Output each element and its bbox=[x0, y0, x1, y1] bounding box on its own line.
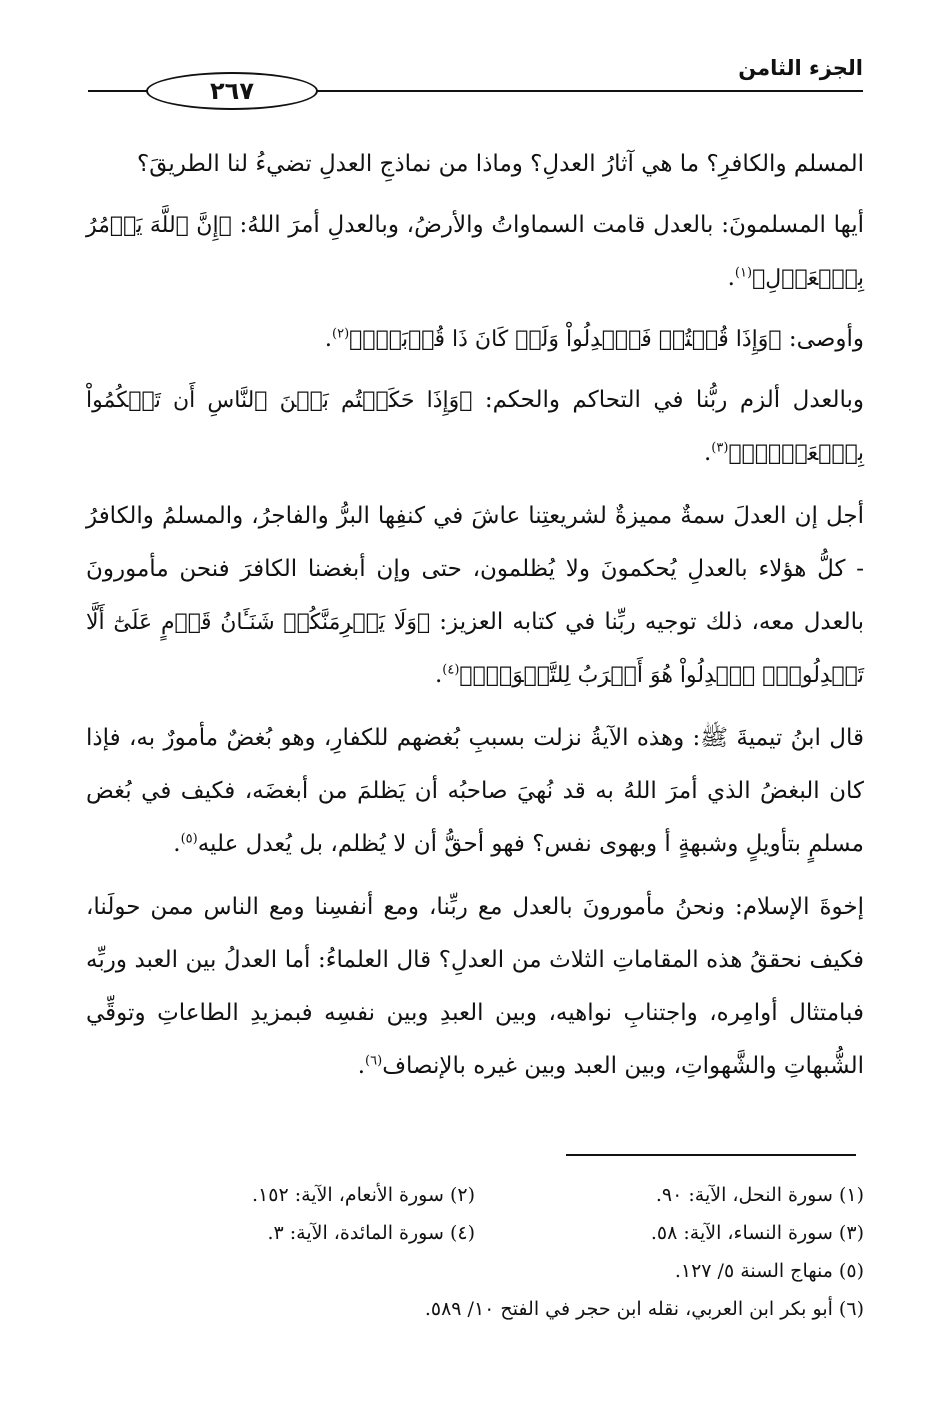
paragraph-4: وبالعدل ألزم ربُّنا في التحاكم والحكم: ﴿وَإِذَا حَكَمۡتُم بَيۡنَ ٱلنَّاسِ أَن تَحۡكُمُواْ بِٱلۡعَدۡلِۚ﴾$^{(٣)}$. bbox=[86, 387, 865, 466]
quran-verse: ﴿وَإِذَا حَكَمۡتُم بَيۡنَ ٱلنَّاسِ أَن تَحۡكُمُواْ بِٱلۡعَدۡلِۚ﴾ bbox=[86, 388, 864, 466]
footnote-2: (٢) سورة الأنعام، الآية: ١٥٢. bbox=[252, 1184, 475, 1206]
page-header bbox=[88, 52, 863, 112]
footnotes bbox=[86, 1176, 864, 1328]
footnote-6: (٦) أبو بكر ابن العربي، نقله ابن حجر في الفتح ١٠/ ٥٨٩. bbox=[424, 1298, 864, 1320]
footnote-4: (٤) سورة المائدة، الآية: ٣. bbox=[267, 1222, 475, 1244]
footnote-5: (٥) منهاج السنة ٥/ ١٢٧. bbox=[674, 1260, 864, 1282]
footnote-3: (٣) سورة النساء، الآية: ٥٨. bbox=[650, 1222, 864, 1244]
paragraph-7: إخوةَ الإسلام: ونحنُ مأمورونَ بالعدل مع ربِّنا، ومع أنفسِنا ومع الناس ممن حولَنا، فكيف نحققُ هذه المقاماتِ الثلاث من العدلِ؟ قال العلماءُ: أما العدلُ بين العبد وربِّه فبامتثال أوامِره، واجتنابِ نواهيه، وبين العبدِ وبين نفسِه فبمزيدِ الطاعاتِ وتوقِّي الشُّبهاتِ والشَّهواتِ، وبين العبد وبين غيره بالإنصاف$^{(٦)}$. bbox=[86, 894, 864, 1079]
footnote-1: (١) سورة النحل، الآية: ٩٠. bbox=[655, 1184, 864, 1206]
paragraph-5: أجل إن العدلَ سمةٌ مميزةٌ لشريعتِنا عاشَ في كنفِها البرُّ والفاجرُ، والمسلمُ والكافرُ - كلُّ هؤلاء بالعدلِ يُحكمونَ ولا يُظلمون، حتى وإن أبغضنا الكافرَ فنحن مأمورونَ بالعدل معه، ذلك توجيه ربِّنا في كتابه العزيز: ﴿وَلَا يَجۡرِمَنَّكُمۡ شَنَـَٔانُ قَوۡمٍ عَلَىٰٓ أَلَّا تَعۡدِلُواْۚ ٱعۡدِلُواْ هُوَ أَقۡرَبُ لِلتَّقۡوَىٰۖ﴾$^{(٤)}$. bbox=[86, 503, 864, 688]
paragraph-6: قال ابنُ تيميةَ ﷺ: وهذه الآيةُ نزلت بسببِ بُغضهم للكفارِ، وهو بُغضٌ مأمورٌ به، فإذا كان البغضُ الذي أمرَ اللهُ به قد نُهيَ صاحبُه أن يَظلمَ من أبغضَه، فكيف في بُغض مسلمٍ بتأويلٍ وشبهةٍ أ وبهوى نفس؟ فهو أحقُّ أن لا يُظلم، بل يُعدل عليه$^{(٥)}$. bbox=[86, 725, 864, 857]
footnote-row bbox=[86, 1214, 864, 1252]
page-number: ٢٦٧ bbox=[146, 72, 318, 110]
footnote-ref: (٤) bbox=[442, 662, 460, 678]
footnote-ref: (٦) bbox=[365, 1053, 383, 1069]
paragraph-3: وأوصى: ﴿وَإِذَا قُلۡتُمۡ فَٱعۡدِلُواْ وَلَوۡ كَانَ ذَا قُرۡبَىٰۖ﴾$^{(٢)}$. bbox=[324, 326, 864, 352]
paragraph-1: المسلم والكافرِ؟ ما هي آثارُ العدلِ؟ وماذا من نماذجِ العدلِ تضيءُ لنا الطريقَ؟ bbox=[137, 151, 864, 177]
quran-verse: ﴿وَإِذَا قُلۡتُمۡ فَٱعۡدِلُواْ وَلَوۡ كَانَ ذَا قُرۡبَىٰۖ﴾ bbox=[349, 327, 782, 352]
footnote-ref: (١) bbox=[734, 265, 753, 281]
footnote-row bbox=[86, 1176, 864, 1214]
body-text bbox=[86, 138, 864, 1101]
paragraph-2: أيها المسلمونَ: بالعدل قامت السماواتُ والأرضُ، وبالعدلِ أمرَ اللهُ: ﴿إِنَّ ٱللَّهَ يَأۡمُرُ بِٱلۡعَدۡلِ﴾$^{(١)}$. bbox=[86, 212, 864, 291]
footnote-row bbox=[86, 1290, 864, 1328]
footnote-ref: (٢) bbox=[332, 326, 350, 342]
section-title: الجزء الثامن bbox=[738, 56, 863, 80]
footnote-ref: (٥) bbox=[180, 831, 198, 847]
footnote-ref: (٣) bbox=[711, 440, 729, 456]
quran-verse: ﴿إِنَّ ٱللَّهَ يَأۡمُرُ بِٱلۡعَدۡلِ﴾ bbox=[86, 213, 864, 291]
footnote-divider bbox=[566, 1154, 856, 1156]
footnote-row bbox=[86, 1252, 864, 1290]
quran-verse: ﴿وَلَا يَجۡرِمَنَّكُمۡ شَنَـَٔانُ قَوۡمٍ عَلَىٰٓ أَلَّا تَعۡدِلُواْۚ ٱعۡدِلُواْ هُوَ أَقۡرَبُ لِلتَّقۡوَىٰۖ﴾ bbox=[86, 610, 864, 688]
